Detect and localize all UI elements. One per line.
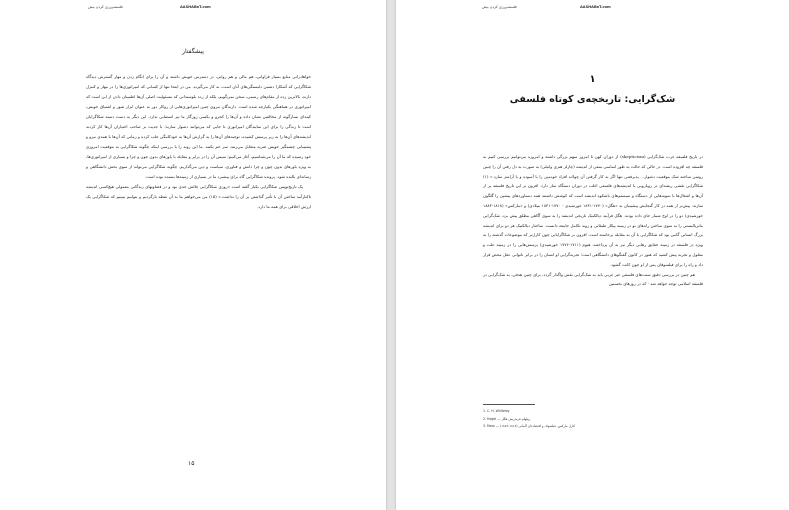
chapter-number: ۱ xyxy=(589,74,596,85)
page-header-site: AASHABoT.com xyxy=(180,5,211,9)
paragraph: یک تاریخ‌نویس شکاگرایی یکبار گفته است «روزی شکاگرایی چالش جدی بود و در فضاوتهای زندگانی معمولی هیچ‌کسی اندیشه تاکنارآمد ساختن آن با تأثیر گذاشتن بر آن را نداشت.» (۱۵) من می‌خواهم ما به آن نقطه بازگردیم و بتوانیم ببینیم که شکاگرایی یک ارزش اخلاقی برای همه ما دارد. xyxy=(86,184,311,209)
footnote: 2. Hegel — ویلهلم فریدریش هگل xyxy=(483,416,530,421)
footnote: 3. Marx — کارل مارکس، فیلسوف و اقتصاددان آلمانی (۱۸۱۸-۱۸۸۳) xyxy=(483,424,575,428)
page-number: ۱۵ xyxy=(188,460,195,467)
footnote: 1. C. H. Whiteley xyxy=(483,409,510,413)
page-header-title: فلسفه‌ورزی کردن بیش xyxy=(482,5,517,9)
right-page xyxy=(396,0,789,510)
page-header-site: AASHABoT.com xyxy=(580,5,611,9)
paragraph: خواهادرانی منابع بسیار فراوانی، هم مالی و هم روانی، در دسترس خویش داشته و آن را برای انگام زدن و مهار گسترش دیدگاه شکاگرایی که آشکارا دشمن دلبستگی‌های آنان است، به کار می‌گیرند. من در اینجا تنها از کسانی که امپراتوری‌ها را در مهار و کنترل دارند، بالاترین رده از مقام‌های رسمی، سخن نمی‌گویم، بلکه از رده بلوسندانی که مسئولیت اصلی آن‌ها اطمینان دادن از این است که امپراتوری در هماهنگی بکپارچه شده است. دارندگان نیروی چنین امپراتوری‌هایی از روکار دور به عنوان ابزار شور و اشتیاق خویش، کینه‌ای بسازگونه از مخالفین نشان داده و آن‌ها را کجرو و یکسی روزگار ما نیز استثنایی ندارد. این دیگر به دست دسته شکاگرایان است تا زندگی را برای این نمایندگان امپراتوری تا جایی که می‌توانند دشوار سازند؛ با جدیت بر صاحب اختیاران آن‌ها کار کردند اندیشه‌های آن‌ها را به زیر پرسش کشیده، توجیه‌های آن‌ها را به گزارش آن‌ها به خودکامگی جلب کرده و زمانی که آن‌ها با همه‌ی نیرو و پشتیبانی چشمگیر خویش ضربه متقابل می‌زنند، سر خم نکنند. ما این روند را با بررسی اینکه چگونه شکاگرایی به موقعیت امروزی خود رسیده که ما آن را می‌شناسیم، آغاز می‌کنیم؛ سپس آن را در برابر و مقابله با باورهای بدون چون و چرا و بسیاری از امپراتوری‌ها، به ویژه باورهای بدون چون و چرا دانش و فناوری، سیاست و دین می‌گذاریم. چگونه شکاگرایی می‌تواند از سوی بخش دانشگاهی و رسانه‌ای بالنده شود. پرونده شکاگرایی گاه برای پیشبرد ما در بسیاری از زمینه‌ها بسنده بوده است. xyxy=(86,74,311,179)
section-heading: پیشگفتار xyxy=(182,48,204,55)
paragraph: هم چنین در بررسی دقیق سنت‌های فلسفی غیر غربی باید به شک‌گرایی نقش واگذار گردد، برای چنین هدفی، به شک‌گرایی در فلسفه اسلامی توجه خواهد شد - که در روزهای نخستین xyxy=(483,271,703,287)
page-header-title: فلسفه‌ورزی کردن بیش xyxy=(88,5,123,9)
body-text xyxy=(483,152,703,289)
footnotes xyxy=(483,408,663,431)
left-page xyxy=(0,0,386,510)
page-gutter xyxy=(386,0,396,510)
paragraph: در تاریخ فلسفه غرب شک‌گرایی (skepticism) از دوران کهن تا امروز سهم بزرگی داشته و امروزه می‌توانیم بررسی کنیم به فلسفه چه افزوده است. در حالی که حالت به طور اساسی منفی از اندیشه (چارلز هتری واتیلی) به صورت به دل رفتن آن را چنین روشن ساخته شک موقعیت دشوار... پذیرفتنی تنها اگر به کار گرفتن آن چولاند افراد خودمین را با آسوده و با آرامتر سازد.» (۱) شکاگرایی نقشی ریشه‌ای در رویارویی با اندیشه‌های فلسفی اغلب در دوران دستگاه ساز دارد. افزون بر این تاریخ فلسفه پر از آن‌ها و اشغال‌ها با نمونه‌هایی از دستگاه و سیستم‌های باشکوه اندیشه است که کوشش داشتند همه دستاوردهای پیشین را گلگون سازند: پیش‌تر از همه در کار گنجایش پیشینیان به «هگل» (۱۷۷۰-۱۸۳۱ خورشیدی - ۱۷۷۰-۱۸۳۱ میلادی) و «مارکس» (۱۸۱۸-۱۸۸۳ خورشیدی) دو را در اوج شمار جای داده بودند. هگل فرآیند دیالکتیک تاریخی اندیشه را به سوی آگاهی مطلق پیش برد، شک‌گرایی ماتریالیستی را به سوی ساختن راه‌های نو در زمینه پیکار طبقاتی و روند تکامل جامعه دانست. ساختار دیالکتیک هر دو برای اندیشه بزرگ انسانی گامی بود که شکاگرایی با آن به مقابله برخاسته است. افزون بر شکاگرایانی چون کارل‌تر که موضوعات گذشته را به ویژه در فلسفه در زمینه حقایق رهایی دیگر نیز به آن پرداختند، هیوم (۱۷۱۱-۱۷۷۶ خورشیدی) پرسش‌هایی را در زمینه علت و معلول و تجربه پیش کشید که هنوز در کانون گفتگوهای دانشگاهی است؛ تجربه‌گرایی او انسان را در برابر ناتوانی عقل محض قرار داد و راه را برای فیلسوفان پس از او چون کانت گشود. xyxy=(483,154,704,267)
body-text xyxy=(86,72,311,212)
chapter-title: شک‌گرایی: تاریخچه‌ی کوتاه فلسفی xyxy=(509,94,676,105)
footnote-rule xyxy=(483,404,535,405)
